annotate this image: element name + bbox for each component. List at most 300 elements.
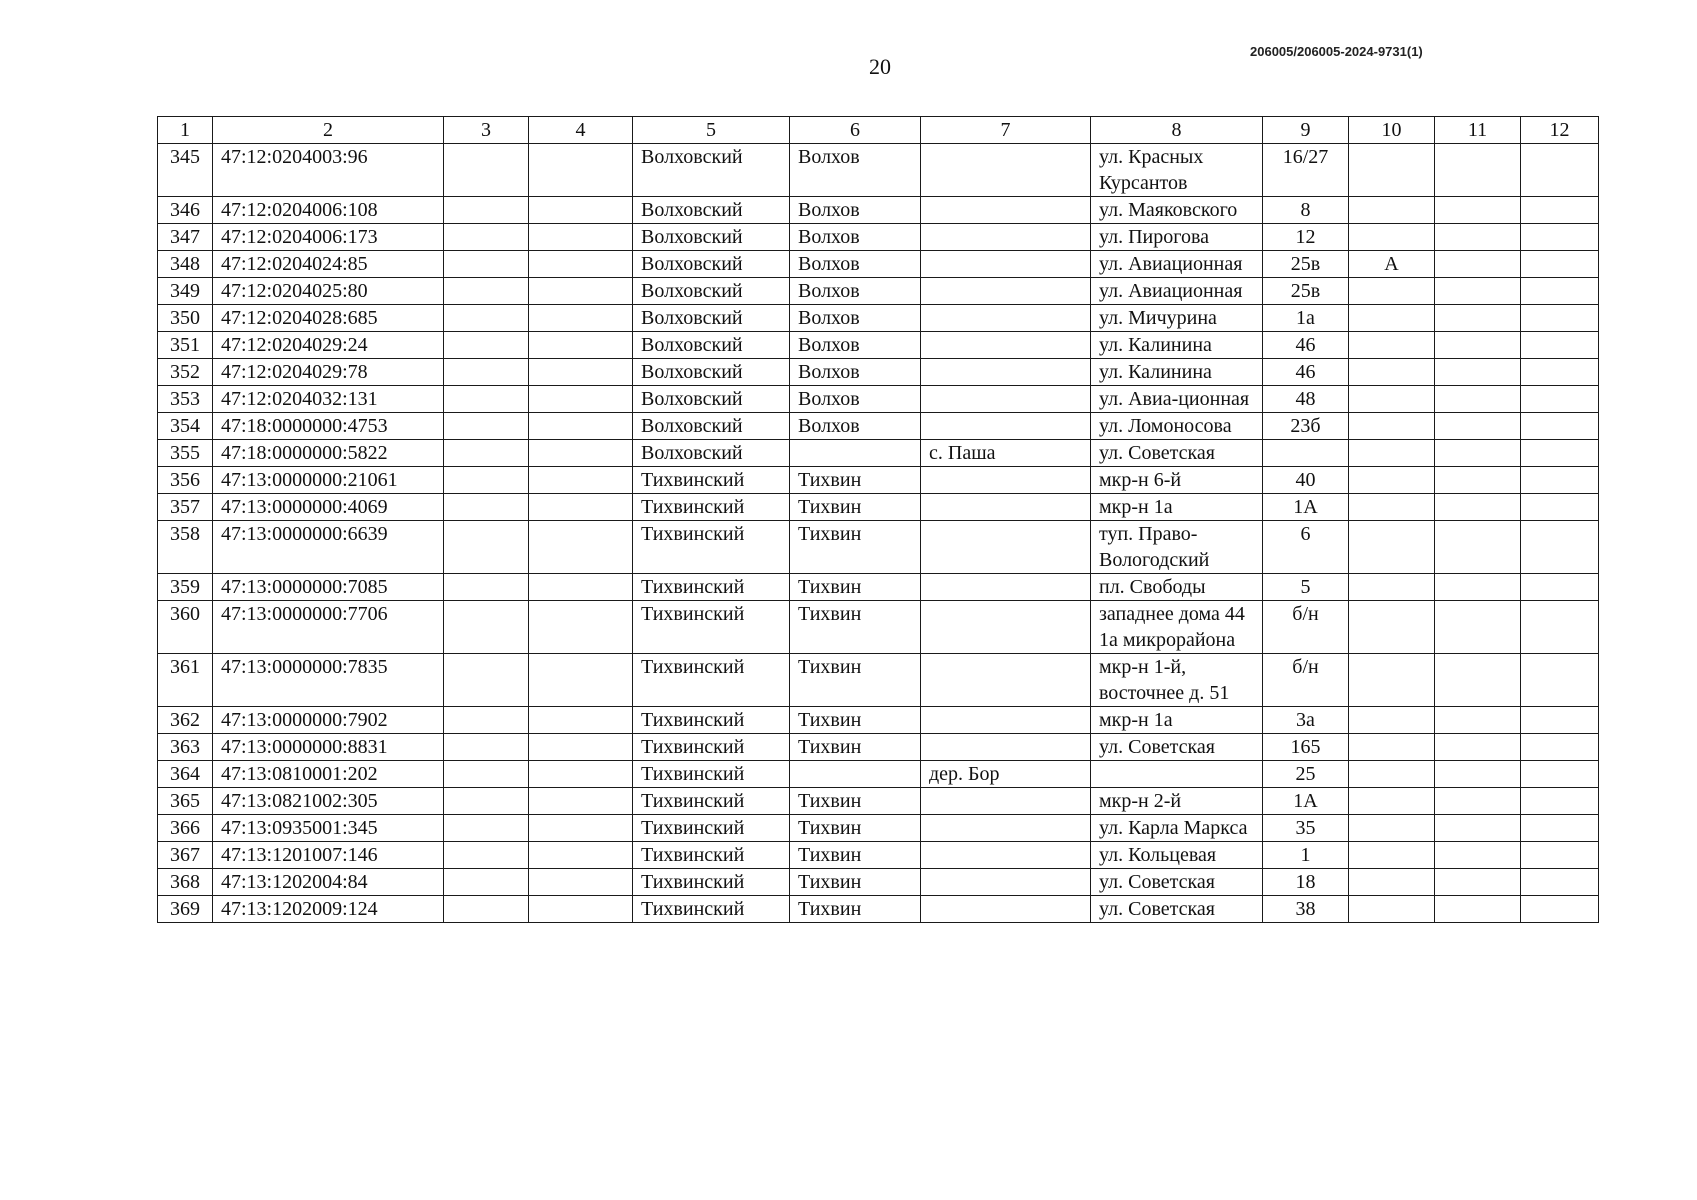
city-cell: Тихвин <box>790 896 921 923</box>
cadastral-number-cell: 47:12:0204025:80 <box>213 278 444 305</box>
col-12-cell <box>1521 278 1599 305</box>
street-cell: ул. Пирогова <box>1091 224 1263 251</box>
col-11-cell <box>1435 707 1521 734</box>
house-number-cell: 165 <box>1263 734 1349 761</box>
settlement-cell <box>921 413 1091 440</box>
cadastral-number-cell: 47:13:0935001:345 <box>213 815 444 842</box>
col-4-cell <box>529 869 633 896</box>
settlement-cell <box>921 815 1091 842</box>
row-number-cell: 346 <box>158 197 213 224</box>
col-4-cell <box>529 521 633 574</box>
street-cell: ул. Красных Курсантов <box>1091 144 1263 197</box>
col-3-cell <box>444 842 529 869</box>
house-number-cell: 1а <box>1263 305 1349 332</box>
house-number-cell: 25 <box>1263 761 1349 788</box>
col-3-cell <box>444 574 529 601</box>
table-row <box>158 197 1599 224</box>
col-3-cell <box>444 707 529 734</box>
row-number-cell: 356 <box>158 467 213 494</box>
col-3-cell <box>444 440 529 467</box>
building-cell <box>1349 869 1435 896</box>
district-cell: Тихвинский <box>633 467 790 494</box>
column-header-4: 4 <box>529 117 633 144</box>
col-12-cell <box>1521 815 1599 842</box>
col-4-cell <box>529 251 633 278</box>
col-3-cell <box>444 788 529 815</box>
col-12-cell <box>1521 896 1599 923</box>
col-4-cell <box>529 224 633 251</box>
building-cell <box>1349 305 1435 332</box>
house-number-cell: 46 <box>1263 359 1349 386</box>
col-11-cell <box>1435 413 1521 440</box>
building-cell <box>1349 224 1435 251</box>
table-row <box>158 734 1599 761</box>
house-number-cell: 8 <box>1263 197 1349 224</box>
col-11-cell <box>1435 197 1521 224</box>
settlement-cell <box>921 521 1091 574</box>
cadastral-number-cell: 47:12:0204024:85 <box>213 251 444 278</box>
col-11-cell <box>1435 359 1521 386</box>
district-cell: Тихвинский <box>633 494 790 521</box>
street-cell: мкр-н 1-й, восточнее д. 51 <box>1091 654 1263 707</box>
cadastral-number-cell: 47:13:0000000:4069 <box>213 494 444 521</box>
cadastral-number-cell: 47:13:0810001:202 <box>213 761 444 788</box>
building-cell <box>1349 574 1435 601</box>
col-4-cell <box>529 896 633 923</box>
table-row <box>158 869 1599 896</box>
col-12-cell <box>1521 386 1599 413</box>
col-3-cell <box>444 869 529 896</box>
building-cell <box>1349 734 1435 761</box>
table-row <box>158 224 1599 251</box>
street-cell: ул. Карла Маркса <box>1091 815 1263 842</box>
house-number-cell: 5 <box>1263 574 1349 601</box>
district-cell: Волховский <box>633 332 790 359</box>
settlement-cell <box>921 494 1091 521</box>
street-cell <box>1091 761 1263 788</box>
city-cell: Тихвин <box>790 842 921 869</box>
building-cell <box>1349 815 1435 842</box>
settlement-cell <box>921 842 1091 869</box>
street-cell: мкр-н 6-й <box>1091 467 1263 494</box>
street-cell: ул. Советская <box>1091 896 1263 923</box>
settlement-cell <box>921 386 1091 413</box>
col-4-cell <box>529 332 633 359</box>
row-number-cell: 369 <box>158 896 213 923</box>
page-number: 20 <box>869 54 891 79</box>
city-cell: Тихвин <box>790 574 921 601</box>
col-11-cell <box>1435 386 1521 413</box>
district-cell: Тихвинский <box>633 601 790 654</box>
city-cell: Тихвин <box>790 494 921 521</box>
building-cell <box>1349 707 1435 734</box>
city-cell: Волхов <box>790 359 921 386</box>
city-cell: Тихвин <box>790 601 921 654</box>
column-header-1: 1 <box>158 117 213 144</box>
cadastral-number-cell: 47:12:0204006:173 <box>213 224 444 251</box>
district-cell: Тихвинский <box>633 574 790 601</box>
row-number-cell: 367 <box>158 842 213 869</box>
city-cell: Тихвин <box>790 521 921 574</box>
table-row <box>158 788 1599 815</box>
table-row <box>158 332 1599 359</box>
building-cell <box>1349 654 1435 707</box>
building-cell <box>1349 896 1435 923</box>
col-12-cell <box>1521 707 1599 734</box>
col-12-cell <box>1521 788 1599 815</box>
street-cell: ул. Советская <box>1091 734 1263 761</box>
col-11-cell <box>1435 521 1521 574</box>
column-header-3: 3 <box>444 117 529 144</box>
city-cell: Тихвин <box>790 815 921 842</box>
table-row <box>158 494 1599 521</box>
cadastral-number-cell: 47:13:1202009:124 <box>213 896 444 923</box>
col-11-cell <box>1435 332 1521 359</box>
row-number-cell: 349 <box>158 278 213 305</box>
city-cell: Тихвин <box>790 654 921 707</box>
table-row <box>158 601 1599 654</box>
street-cell: туп. Право-Вологодский <box>1091 521 1263 574</box>
col-4-cell <box>529 761 633 788</box>
city-cell: Волхов <box>790 332 921 359</box>
table-row <box>158 842 1599 869</box>
district-cell: Волховский <box>633 440 790 467</box>
street-cell: ул. Кольцевая <box>1091 842 1263 869</box>
col-11-cell <box>1435 224 1521 251</box>
settlement-cell <box>921 224 1091 251</box>
building-cell <box>1349 359 1435 386</box>
row-number-cell: 352 <box>158 359 213 386</box>
district-cell: Волховский <box>633 305 790 332</box>
city-cell: Волхов <box>790 278 921 305</box>
house-number-cell: б/н <box>1263 601 1349 654</box>
col-3-cell <box>444 896 529 923</box>
building-cell <box>1349 494 1435 521</box>
col-4-cell <box>529 574 633 601</box>
cadastral-number-cell: 47:13:0000000:8831 <box>213 734 444 761</box>
col-4-cell <box>529 842 633 869</box>
city-cell <box>790 761 921 788</box>
building-cell <box>1349 144 1435 197</box>
col-11-cell <box>1435 278 1521 305</box>
col-11-cell <box>1435 788 1521 815</box>
col-4-cell <box>529 467 633 494</box>
col-12-cell <box>1521 869 1599 896</box>
row-number-cell: 362 <box>158 707 213 734</box>
settlement-cell: с. Паша <box>921 440 1091 467</box>
house-number-cell: 12 <box>1263 224 1349 251</box>
settlement-cell <box>921 734 1091 761</box>
settlement-cell <box>921 601 1091 654</box>
settlement-cell: дер. Бор <box>921 761 1091 788</box>
row-number-cell: 360 <box>158 601 213 654</box>
house-number-cell: 23б <box>1263 413 1349 440</box>
table-row <box>158 305 1599 332</box>
settlement-cell <box>921 654 1091 707</box>
cadastral-number-cell: 47:13:0000000:6639 <box>213 521 444 574</box>
street-cell: ул. Советская <box>1091 440 1263 467</box>
house-number-cell: 1А <box>1263 788 1349 815</box>
col-11-cell <box>1435 601 1521 654</box>
street-cell: ул. Авиа-ционная <box>1091 386 1263 413</box>
house-number-cell: 40 <box>1263 467 1349 494</box>
row-number-cell: 350 <box>158 305 213 332</box>
col-11-cell <box>1435 574 1521 601</box>
row-number-cell: 366 <box>158 815 213 842</box>
building-cell <box>1349 197 1435 224</box>
col-12-cell <box>1521 601 1599 654</box>
col-12-cell <box>1521 654 1599 707</box>
building-cell <box>1349 440 1435 467</box>
col-12-cell <box>1521 842 1599 869</box>
col-11-cell <box>1435 305 1521 332</box>
street-cell: ул. Ломоносова <box>1091 413 1263 440</box>
district-cell: Тихвинский <box>633 761 790 788</box>
col-4-cell <box>529 359 633 386</box>
row-number-cell: 348 <box>158 251 213 278</box>
table-row <box>158 467 1599 494</box>
col-11-cell <box>1435 869 1521 896</box>
row-number-cell: 345 <box>158 144 213 197</box>
col-12-cell <box>1521 494 1599 521</box>
col-12-cell <box>1521 521 1599 574</box>
house-number-cell: 35 <box>1263 815 1349 842</box>
table-row <box>158 251 1599 278</box>
settlement-cell <box>921 788 1091 815</box>
row-number-cell: 365 <box>158 788 213 815</box>
row-number-cell: 361 <box>158 654 213 707</box>
row-number-cell: 368 <box>158 869 213 896</box>
house-number-cell: 48 <box>1263 386 1349 413</box>
col-3-cell <box>444 197 529 224</box>
table-row <box>158 144 1599 197</box>
table-row <box>158 521 1599 574</box>
col-12-cell <box>1521 761 1599 788</box>
settlement-cell <box>921 278 1091 305</box>
house-number-cell: 18 <box>1263 869 1349 896</box>
cadastral-number-cell: 47:12:0204028:685 <box>213 305 444 332</box>
col-3-cell <box>444 332 529 359</box>
house-number-cell: б/н <box>1263 654 1349 707</box>
col-4-cell <box>529 440 633 467</box>
col-4-cell <box>529 278 633 305</box>
building-cell <box>1349 332 1435 359</box>
col-12-cell <box>1521 224 1599 251</box>
col-4-cell <box>529 144 633 197</box>
district-cell: Тихвинский <box>633 815 790 842</box>
column-header-5: 5 <box>633 117 790 144</box>
col-12-cell <box>1521 413 1599 440</box>
table-row <box>158 654 1599 707</box>
house-number-cell: 1 <box>1263 842 1349 869</box>
col-12-cell <box>1521 305 1599 332</box>
col-3-cell <box>444 467 529 494</box>
col-12-cell <box>1521 467 1599 494</box>
column-header-11: 11 <box>1435 117 1521 144</box>
settlement-cell <box>921 707 1091 734</box>
table-row <box>158 574 1599 601</box>
settlement-cell <box>921 467 1091 494</box>
house-number-cell: 25в <box>1263 278 1349 305</box>
col-3-cell <box>444 815 529 842</box>
cadastral-number-cell: 47:18:0000000:5822 <box>213 440 444 467</box>
table-row <box>158 413 1599 440</box>
settlement-cell <box>921 869 1091 896</box>
cadastral-number-cell: 47:13:1201007:146 <box>213 842 444 869</box>
house-number-cell: 46 <box>1263 332 1349 359</box>
col-11-cell <box>1435 467 1521 494</box>
col-4-cell <box>529 197 633 224</box>
street-cell: пл. Свободы <box>1091 574 1263 601</box>
col-12-cell <box>1521 574 1599 601</box>
house-number-cell: 38 <box>1263 896 1349 923</box>
district-cell: Волховский <box>633 251 790 278</box>
street-cell: мкр-н 1а <box>1091 707 1263 734</box>
city-cell <box>790 440 921 467</box>
col-11-cell <box>1435 654 1521 707</box>
row-number-cell: 363 <box>158 734 213 761</box>
district-cell: Волховский <box>633 144 790 197</box>
col-3-cell <box>444 654 529 707</box>
col-11-cell <box>1435 440 1521 467</box>
row-number-cell: 359 <box>158 574 213 601</box>
settlement-cell <box>921 305 1091 332</box>
table-row <box>158 386 1599 413</box>
house-number-cell: 1А <box>1263 494 1349 521</box>
table-row <box>158 815 1599 842</box>
table-row <box>158 896 1599 923</box>
city-cell: Волхов <box>790 251 921 278</box>
col-4-cell <box>529 734 633 761</box>
district-cell: Тихвинский <box>633 869 790 896</box>
col-4-cell <box>529 494 633 521</box>
street-cell: ул. Мичурина <box>1091 305 1263 332</box>
table-row <box>158 440 1599 467</box>
house-number-cell: 3а <box>1263 707 1349 734</box>
row-number-cell: 347 <box>158 224 213 251</box>
district-cell: Тихвинский <box>633 896 790 923</box>
street-cell: ул. Советская <box>1091 869 1263 896</box>
district-cell: Волховский <box>633 278 790 305</box>
table-row <box>158 278 1599 305</box>
cadastral-number-cell: 47:13:0000000:7706 <box>213 601 444 654</box>
city-cell: Волхов <box>790 305 921 332</box>
city-cell: Волхов <box>790 197 921 224</box>
col-3-cell <box>444 359 529 386</box>
row-number-cell: 351 <box>158 332 213 359</box>
district-cell: Волховский <box>633 197 790 224</box>
cadastral-number-cell: 47:18:0000000:4753 <box>213 413 444 440</box>
street-cell: ул. Авиационная <box>1091 251 1263 278</box>
building-cell <box>1349 278 1435 305</box>
col-11-cell <box>1435 842 1521 869</box>
cadastral-number-cell: 47:13:0000000:7835 <box>213 654 444 707</box>
cadastral-number-cell: 47:13:0000000:21061 <box>213 467 444 494</box>
row-number-cell: 357 <box>158 494 213 521</box>
building-cell <box>1349 842 1435 869</box>
column-header-12: 12 <box>1521 117 1599 144</box>
col-12-cell <box>1521 332 1599 359</box>
table-row <box>158 359 1599 386</box>
settlement-cell <box>921 197 1091 224</box>
column-header-7: 7 <box>921 117 1091 144</box>
house-number-cell: 25в <box>1263 251 1349 278</box>
building-cell <box>1349 386 1435 413</box>
col-3-cell <box>444 761 529 788</box>
district-cell: Тихвинский <box>633 734 790 761</box>
cadastral-number-cell: 47:12:0204006:108 <box>213 197 444 224</box>
city-cell: Тихвин <box>790 788 921 815</box>
settlement-cell <box>921 359 1091 386</box>
row-number-cell: 364 <box>158 761 213 788</box>
house-number-cell <box>1263 440 1349 467</box>
col-11-cell <box>1435 144 1521 197</box>
district-cell: Волховский <box>633 224 790 251</box>
cadastral-number-cell: 47:12:0204003:96 <box>213 144 444 197</box>
col-3-cell <box>444 305 529 332</box>
district-cell: Тихвинский <box>633 521 790 574</box>
col-4-cell <box>529 413 633 440</box>
district-cell: Волховский <box>633 413 790 440</box>
col-12-cell <box>1521 197 1599 224</box>
district-cell: Тихвинский <box>633 842 790 869</box>
col-12-cell <box>1521 734 1599 761</box>
col-4-cell <box>529 707 633 734</box>
col-12-cell <box>1521 359 1599 386</box>
col-3-cell <box>444 413 529 440</box>
city-cell: Тихвин <box>790 707 921 734</box>
building-cell <box>1349 601 1435 654</box>
district-cell: Волховский <box>633 386 790 413</box>
col-3-cell <box>444 224 529 251</box>
col-3-cell <box>444 144 529 197</box>
settlement-cell <box>921 251 1091 278</box>
settlement-cell <box>921 332 1091 359</box>
district-cell: Тихвинский <box>633 654 790 707</box>
city-cell: Тихвин <box>790 467 921 494</box>
col-11-cell <box>1435 494 1521 521</box>
column-header-9: 9 <box>1263 117 1349 144</box>
col-11-cell <box>1435 896 1521 923</box>
building-cell: А <box>1349 251 1435 278</box>
table-row <box>158 707 1599 734</box>
col-3-cell <box>444 494 529 521</box>
street-cell: ул. Калинина <box>1091 332 1263 359</box>
street-cell: ул. Маяковского <box>1091 197 1263 224</box>
cadastral-number-cell: 47:12:0204032:131 <box>213 386 444 413</box>
cadastral-number-cell: 47:13:0000000:7902 <box>213 707 444 734</box>
row-number-cell: 353 <box>158 386 213 413</box>
city-cell: Тихвин <box>790 734 921 761</box>
city-cell: Волхов <box>790 386 921 413</box>
city-cell: Волхов <box>790 413 921 440</box>
cadastral-number-cell: 47:13:0821002:305 <box>213 788 444 815</box>
city-cell: Тихвин <box>790 869 921 896</box>
street-cell: мкр-н 1а <box>1091 494 1263 521</box>
column-header-2: 2 <box>213 117 444 144</box>
building-cell <box>1349 788 1435 815</box>
col-12-cell <box>1521 144 1599 197</box>
header-row <box>158 117 1599 144</box>
col-4-cell <box>529 601 633 654</box>
cadastral-number-cell: 47:13:1202004:84 <box>213 869 444 896</box>
cadastral-number-cell: 47:13:0000000:7085 <box>213 574 444 601</box>
building-cell <box>1349 521 1435 574</box>
table-body <box>158 144 1599 923</box>
cadastral-number-cell: 47:12:0204029:78 <box>213 359 444 386</box>
column-header-8: 8 <box>1091 117 1263 144</box>
settlement-cell <box>921 144 1091 197</box>
